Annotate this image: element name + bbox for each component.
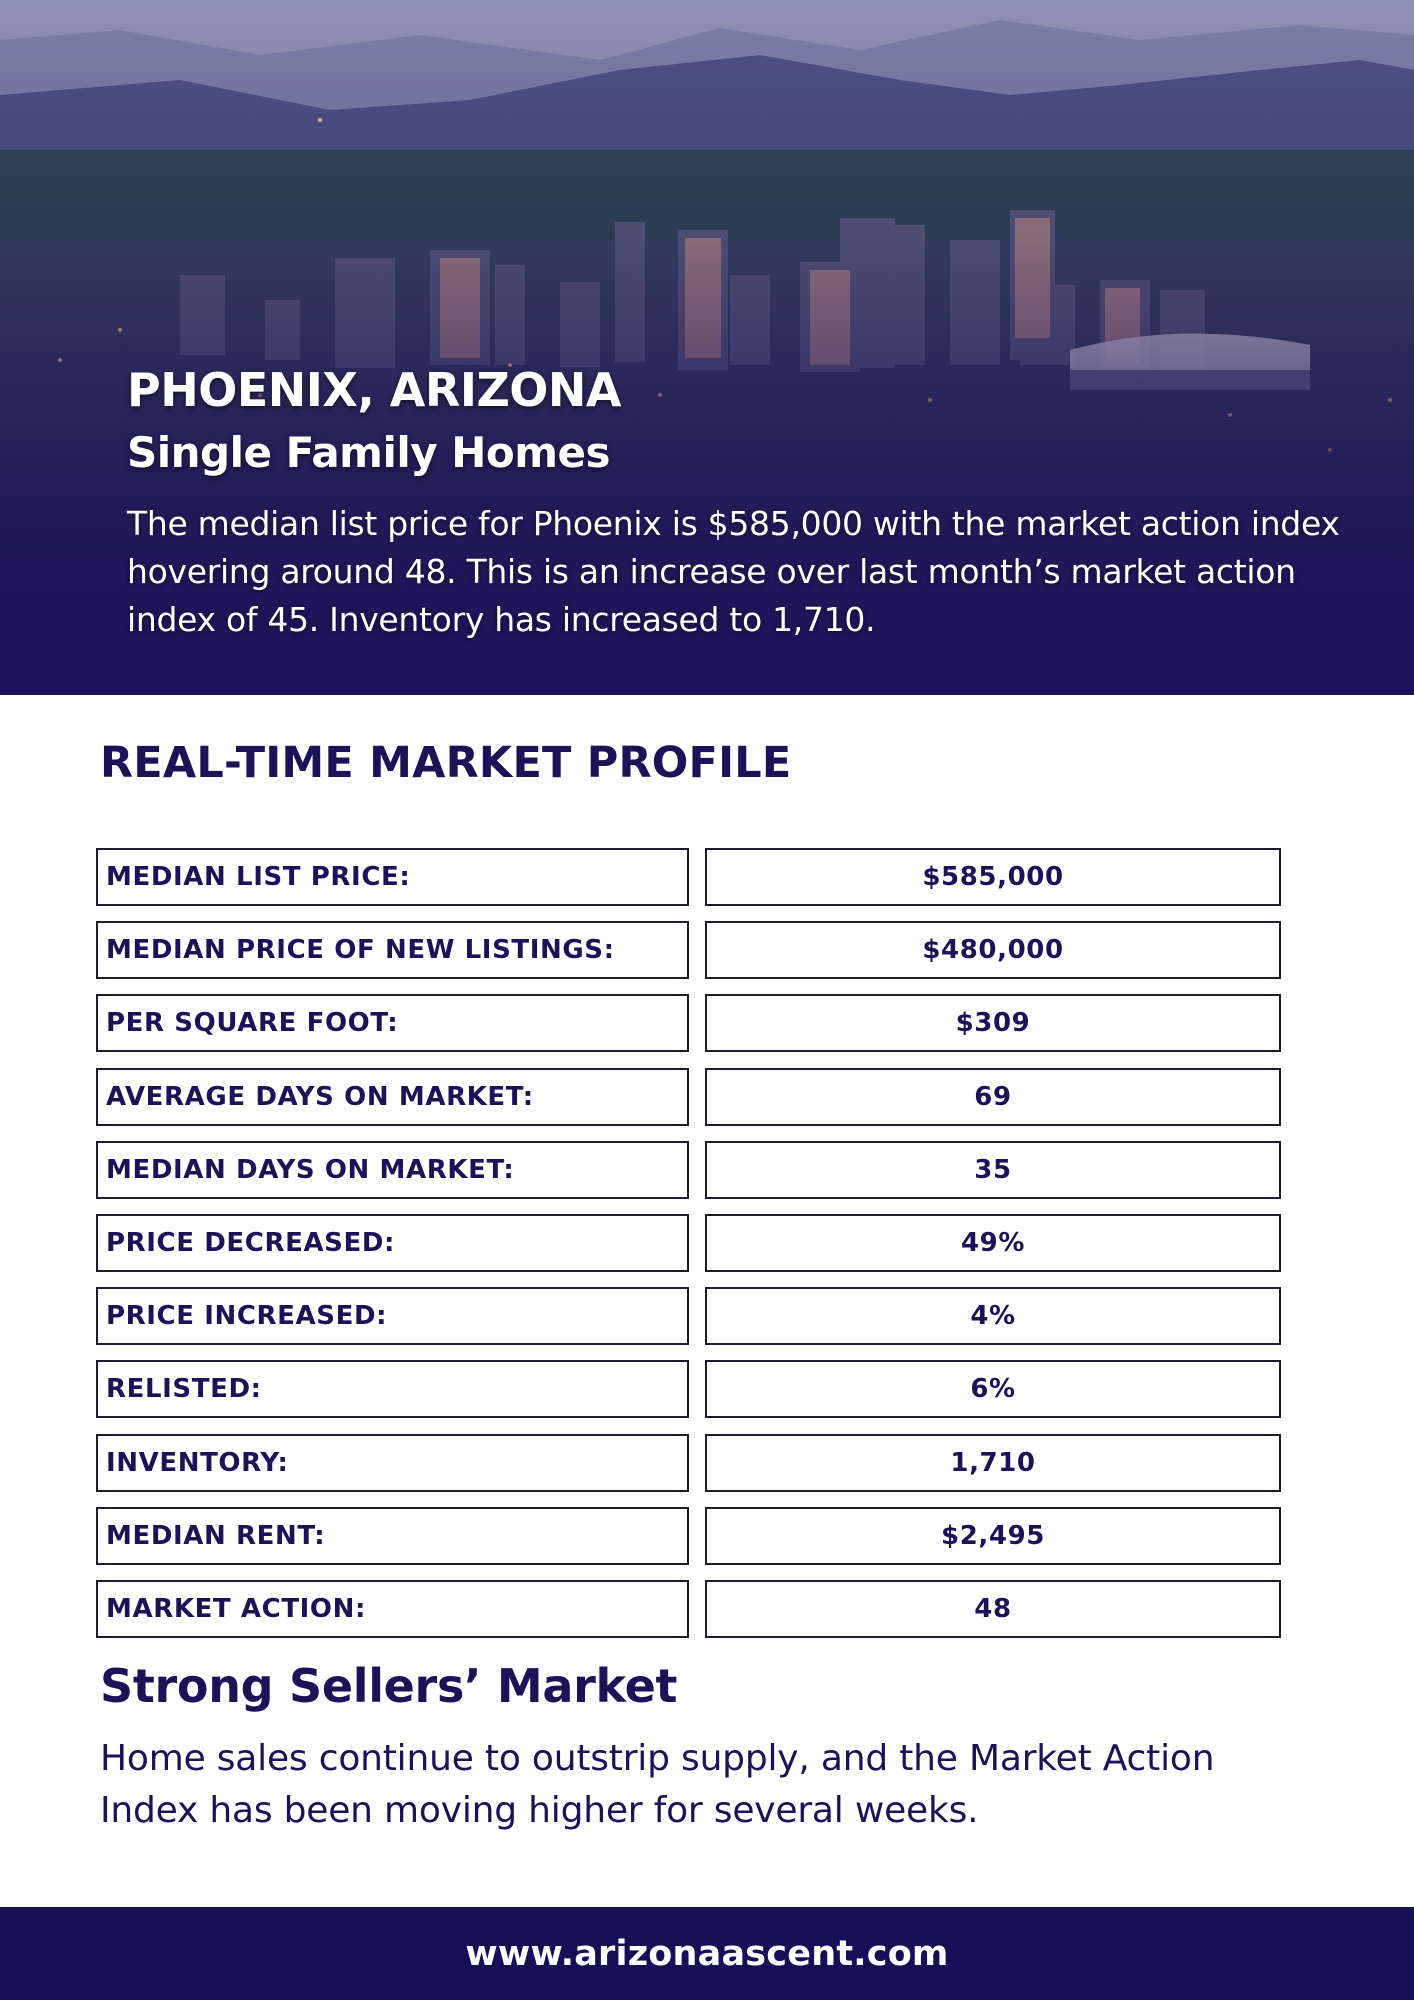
profile-row-value: 48: [705, 1580, 1281, 1638]
profile-row-value: $585,000: [705, 848, 1281, 906]
profile-row-value: $2,495: [705, 1507, 1281, 1565]
profile-row-price-increased: [96, 1287, 1281, 1345]
profile-row-value: 69: [705, 1068, 1281, 1126]
profile-row-value: 35: [705, 1141, 1281, 1199]
profile-row-label: MARKET ACTION:: [96, 1580, 689, 1638]
market-status-heading: Strong Sellers’ Market: [100, 1659, 678, 1713]
market-status-description: Home sales continue to outstrip supply, and the Market Action Index has been moving higher for several weeks.: [100, 1738, 1215, 1831]
profile-row-label: PRICE DECREASED:: [96, 1214, 689, 1272]
profile-row-value: 6%: [705, 1360, 1281, 1418]
profile-row-value: $480,000: [705, 921, 1281, 979]
profile-row-inventory: [96, 1434, 1281, 1492]
profile-row-per-square-foot: [96, 994, 1281, 1052]
profile-row-label: PER SQUARE FOOT:: [96, 994, 689, 1052]
market-profile-heading: REAL-TIME MARKET PROFILE: [100, 738, 792, 788]
profile-row-label: AVERAGE DAYS ON MARKET:: [96, 1068, 689, 1126]
hero-banner: [0, 0, 1414, 695]
profile-row-median-rent: [96, 1507, 1281, 1565]
profile-row-median-list-price: [96, 848, 1281, 906]
market-profile-table: [96, 848, 1281, 1653]
profile-row-value: 4%: [705, 1287, 1281, 1345]
property-type-subtitle: Single Family Homes: [127, 428, 610, 477]
profile-row-label: RELISTED:: [96, 1360, 689, 1418]
profile-row-market-action: [96, 1580, 1281, 1638]
hero-text-block: [127, 362, 1347, 644]
profile-row-value: 1,710: [705, 1434, 1281, 1492]
profile-row-median-days-on-market: [96, 1141, 1281, 1199]
profile-row-price-decreased: [96, 1214, 1281, 1272]
profile-row-label: PRICE INCREASED:: [96, 1287, 689, 1345]
city-title: PHOENIX, ARIZONA: [127, 363, 622, 417]
profile-row-median-price-new-listings: [96, 921, 1281, 979]
profile-row-relisted: [96, 1360, 1281, 1418]
profile-row-label: INVENTORY:: [96, 1434, 689, 1492]
profile-row-label: MEDIAN LIST PRICE:: [96, 848, 689, 906]
footer-bar: [0, 1907, 1414, 2000]
website-link[interactable]: www.arizonaascent.com: [465, 1933, 949, 1974]
profile-row-value: $309: [705, 994, 1281, 1052]
market-summary: The median list price for Phoenix is $585,000 with the market action index hovering around 48. This is an increase over last month’s market action index of 45. Inventory has increased to 1,710.: [127, 504, 1340, 639]
profile-row-label: MEDIAN PRICE OF NEW LISTINGS:: [96, 921, 689, 979]
profile-row-value: 49%: [705, 1214, 1281, 1272]
profile-row-label: MEDIAN DAYS ON MARKET:: [96, 1141, 689, 1199]
profile-row-average-days-on-market: [96, 1068, 1281, 1126]
profile-row-label: MEDIAN RENT:: [96, 1507, 689, 1565]
